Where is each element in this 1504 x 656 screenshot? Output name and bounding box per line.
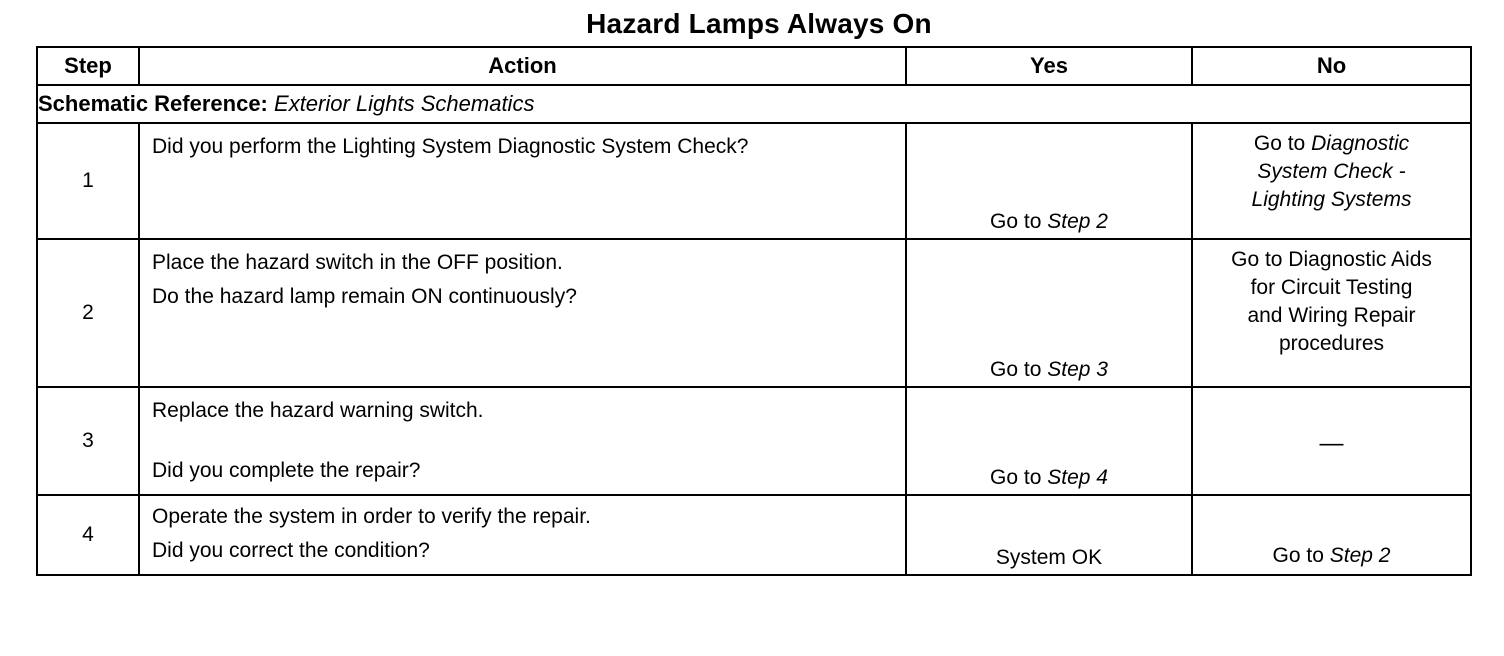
- table-row: [37, 495, 1471, 575]
- yes-cell: [906, 387, 1192, 495]
- no-text: for Circuit Testing: [1250, 276, 1413, 299]
- step-number: 4: [37, 495, 139, 575]
- no-cell: [1192, 239, 1471, 387]
- action-text: Did you complete the repair?: [152, 459, 421, 482]
- action-text: Replace the hazard warning switch.: [152, 399, 484, 422]
- yes-cell: [906, 239, 1192, 387]
- no-link-line2[interactable]: System Check -: [1257, 160, 1406, 183]
- schematic-reference-row: [37, 85, 1471, 123]
- step-number: 3: [37, 387, 139, 495]
- table-row: [37, 387, 1471, 495]
- step-number: 1: [37, 123, 139, 239]
- go-to-text: Go to: [1272, 544, 1324, 567]
- page-title: Hazard Lamps Always On: [586, 8, 932, 39]
- no-step-link[interactable]: Step 2: [1329, 544, 1391, 567]
- no-cell: —: [1192, 387, 1471, 495]
- yes-step-link[interactable]: Step 3: [1047, 358, 1108, 381]
- action-cell: [139, 387, 906, 495]
- step-number: 2: [37, 239, 139, 387]
- schematic-reference-label: Schematic Reference:: [38, 91, 268, 116]
- action-cell: [139, 123, 906, 239]
- go-to-text: Go to: [990, 358, 1042, 381]
- no-text: Go to Diagnostic Aids: [1231, 248, 1432, 271]
- header-action: Action: [139, 47, 906, 85]
- yes-cell: System OK: [906, 495, 1192, 575]
- action-text: Did you correct the condition?: [152, 539, 430, 562]
- header-row: [37, 47, 1471, 85]
- table-row: [37, 123, 1471, 239]
- header-yes: Yes: [906, 47, 1192, 85]
- schematic-reference-link[interactable]: Exterior Lights Schematics: [274, 91, 535, 116]
- yes-cell: [906, 123, 1192, 239]
- yes-step-link[interactable]: Step 2: [1047, 210, 1108, 233]
- action-text: Place the hazard switch in the OFF position.: [152, 251, 563, 274]
- no-text: procedures: [1278, 332, 1385, 355]
- diagnostic-table: [36, 46, 1472, 576]
- no-cell: [1192, 123, 1471, 239]
- action-cell: [139, 239, 906, 387]
- no-link[interactable]: Diagnostic: [1311, 132, 1410, 155]
- go-to-text: Go to: [990, 466, 1042, 489]
- action-text: Operate the system in order to verify the repair.: [152, 505, 591, 528]
- action-text: Do the hazard lamp remain ON continuously?: [152, 285, 577, 308]
- no-text: Go to: [1253, 132, 1306, 155]
- header-no: No: [1192, 47, 1471, 85]
- action-text: Did you perform the Lighting System Diagnostic System Check?: [152, 135, 749, 158]
- no-text: and Wiring Repair: [1247, 304, 1416, 327]
- go-to-text: Go to: [990, 210, 1042, 233]
- header-step: Step: [37, 47, 139, 85]
- action-cell: [139, 495, 906, 575]
- yes-step-link[interactable]: Step 4: [1047, 466, 1108, 489]
- no-link-line3[interactable]: Lighting Systems: [1251, 188, 1412, 211]
- table-row: [37, 239, 1471, 387]
- schematic-reference: [37, 85, 1471, 123]
- no-cell: [1192, 495, 1471, 575]
